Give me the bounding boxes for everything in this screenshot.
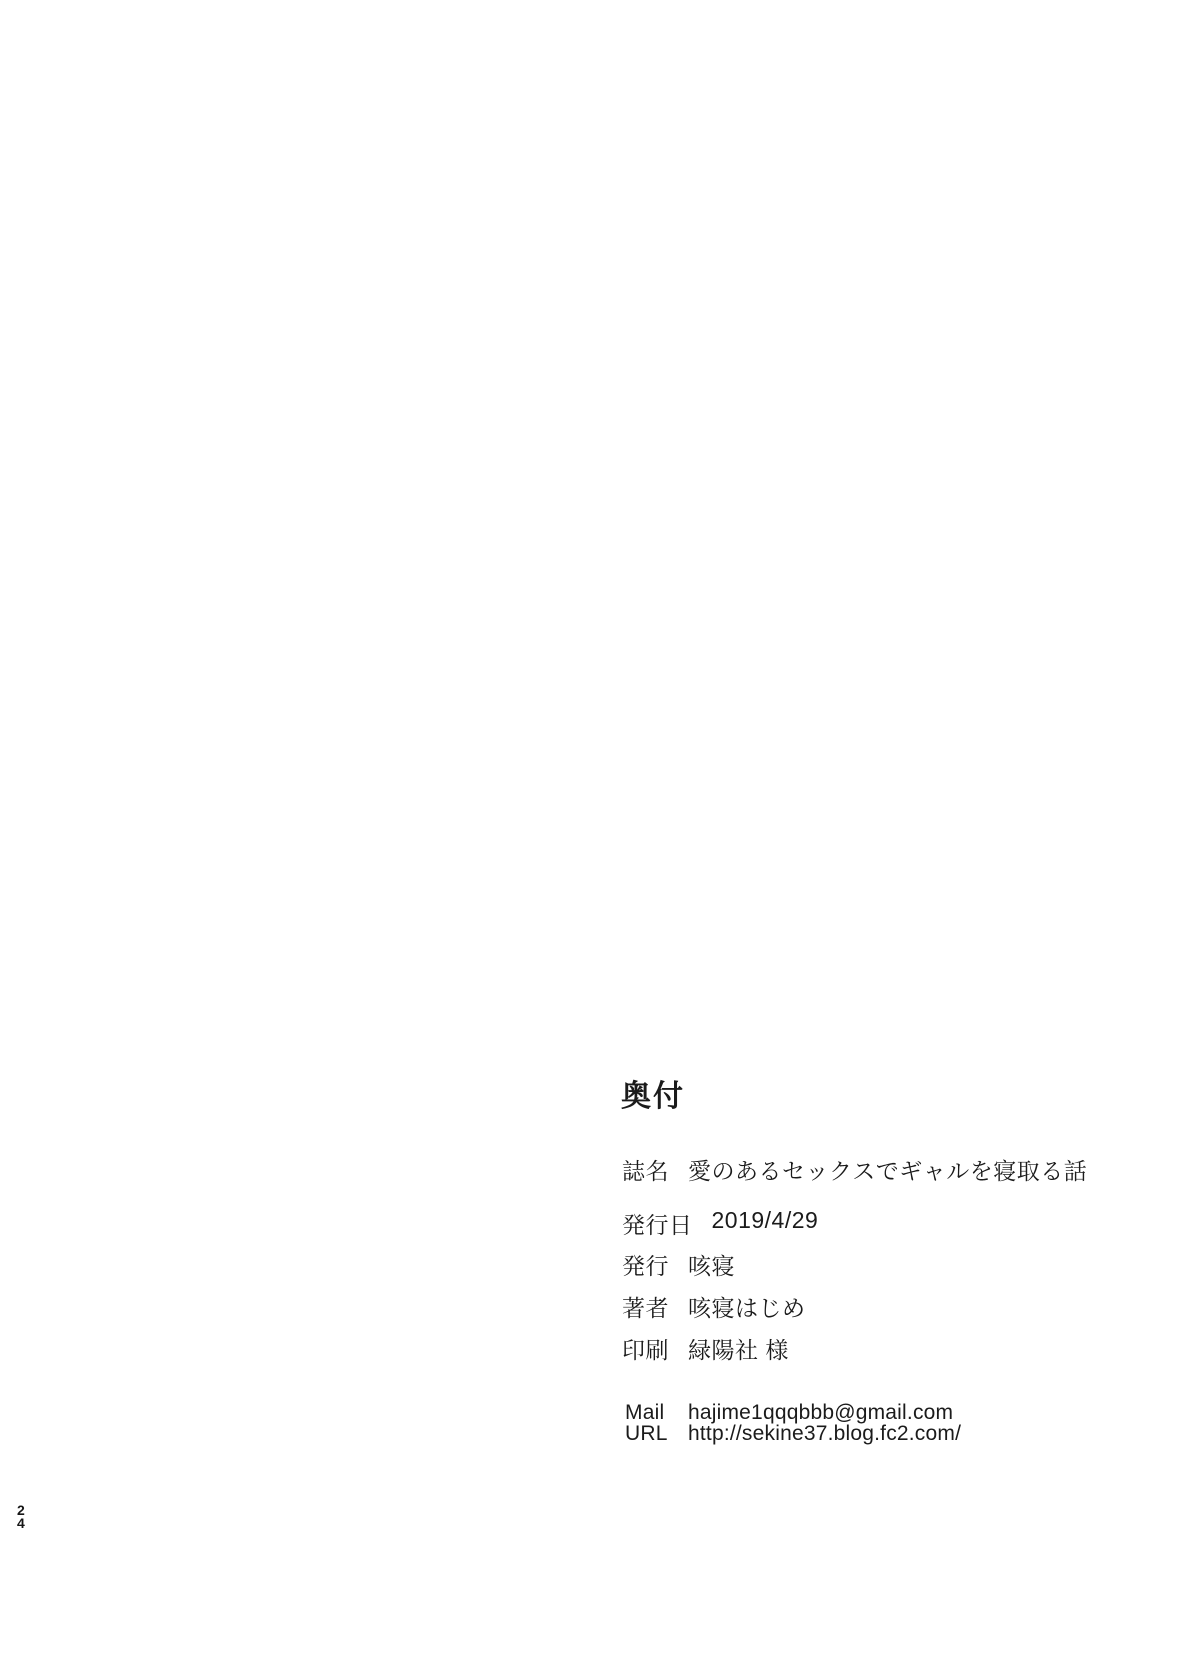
row-label-publish-date: 発行日 <box>622 1212 693 1238</box>
row-value-publish-date: 2019/4/29 <box>711 1207 819 1233</box>
row-label-title: 誌名 <box>622 1158 669 1184</box>
row-label-url: URL <box>625 1422 668 1445</box>
colophon-row-publisher <box>622 1248 735 1281</box>
colophon-heading: 奥付 <box>621 1080 685 1113</box>
colophon-row-printer <box>622 1332 789 1365</box>
colophon-row-author <box>622 1290 806 1323</box>
row-value-author: 咳寝はじめ <box>688 1295 806 1321</box>
colophon-row-publish-date <box>622 1207 818 1240</box>
row-label-printer: 印刷 <box>622 1337 669 1363</box>
page-number-digit-2: 4 <box>17 1515 25 1531</box>
row-value-title: 愛のあるセックスでギャルを寝取る話 <box>688 1158 1088 1184</box>
row-label-publisher: 発行 <box>622 1253 669 1279</box>
colophon-row-url <box>625 1422 961 1446</box>
page-number-vertical <box>17 1504 25 1530</box>
row-label-author: 著者 <box>622 1295 669 1321</box>
row-value-printer: 緑陽社 様 <box>688 1337 789 1363</box>
page-number-digit-1: 2 <box>17 1502 25 1518</box>
row-value-mail-address: hajime1qqqbbb@gmail.com <box>688 1401 954 1424</box>
row-label-mail: Mail <box>625 1401 665 1424</box>
row-value-url-address: http://sekine37.blog.fc2.com/ <box>688 1422 962 1445</box>
colophon-row-title <box>622 1153 1087 1186</box>
row-value-publisher: 咳寝 <box>688 1253 735 1279</box>
